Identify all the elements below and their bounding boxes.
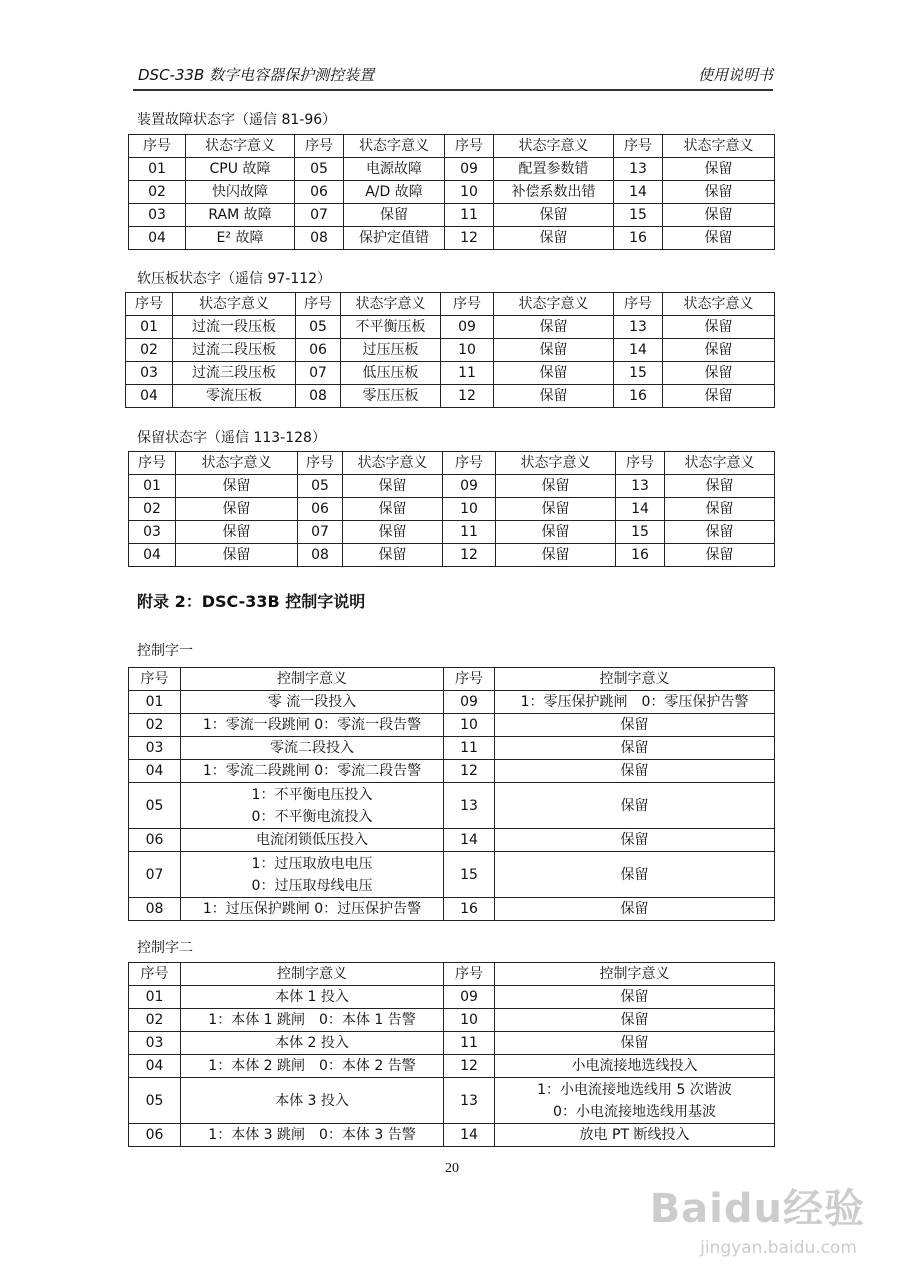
table-row [129, 181, 775, 204]
meaning-cell: 状态字意义 [173, 293, 296, 316]
meaning-cell: 补偿系数出错 [494, 181, 614, 204]
index-cell: 序号 [443, 452, 496, 475]
table-header-row [129, 135, 775, 158]
meaning-cell: RAM 故障 [186, 204, 295, 227]
index-cell: 13 [614, 158, 663, 181]
meaning-cell: 保留 [663, 181, 775, 204]
meaning-cell: 保留 [663, 316, 775, 339]
meaning-cell: 保护定值错 [344, 227, 445, 250]
meaning-cell: 保留 [663, 385, 775, 408]
meaning-cell: 1：本体 2 跳闸 0：本体 2 告警 [181, 1055, 444, 1078]
index-cell: 16 [616, 544, 665, 567]
index-cell: 08 [298, 544, 343, 567]
index-cell: 06 [298, 498, 343, 521]
index-cell: 序号 [129, 135, 186, 158]
meaning-cell: 1：小电流接地选线用 5 次谐波 0：小电流接地选线用基波 [495, 1078, 775, 1124]
index-cell: 01 [126, 316, 173, 339]
meaning-cell: 保留 [496, 544, 616, 567]
meaning-cell: 保留 [663, 204, 775, 227]
index-cell: 14 [616, 498, 665, 521]
index-cell: 12 [445, 227, 494, 250]
index-cell: 11 [445, 204, 494, 227]
ctrl1-caption: 控制字一 [137, 643, 193, 659]
table-row [129, 204, 775, 227]
index-cell: 07 [298, 521, 343, 544]
meaning-cell: 状态字意义 [344, 135, 445, 158]
index-cell: 序号 [616, 452, 665, 475]
meaning-cell: 保留 [495, 986, 775, 1009]
index-cell: 序号 [614, 135, 663, 158]
index-cell: 07 [129, 852, 181, 898]
index-cell: 序号 [126, 293, 173, 316]
meaning-cell: 状态字意义 [494, 135, 614, 158]
table-row [129, 737, 775, 760]
index-cell: 04 [129, 544, 176, 567]
index-cell: 05 [295, 158, 344, 181]
meaning-cell: 放电 PT 断线投入 [495, 1124, 775, 1147]
meaning-cell: 保留 [343, 498, 443, 521]
ctrl2-caption: 控制字二 [137, 940, 193, 956]
index-cell: 02 [129, 1009, 181, 1032]
index-cell: 12 [444, 1055, 495, 1078]
meaning-cell: 电流闭锁低压投入 [181, 829, 444, 852]
fault-status-table [128, 134, 775, 250]
index-cell: 16 [614, 385, 663, 408]
index-cell: 16 [444, 898, 495, 921]
meaning-cell: 状态字意义 [494, 293, 614, 316]
index-cell: 02 [129, 714, 181, 737]
meaning-cell: 状态字意义 [665, 452, 775, 475]
meaning-cell: 保留 [495, 898, 775, 921]
meaning-cell: 保留 [495, 1009, 775, 1032]
index-cell: 15 [616, 521, 665, 544]
meaning-cell: 保留 [176, 475, 298, 498]
table-row [129, 1032, 775, 1055]
index-cell: 12 [444, 760, 495, 783]
index-cell: 序号 [614, 293, 663, 316]
index-cell: 10 [441, 339, 494, 362]
meaning-cell: 过流三段压板 [173, 362, 296, 385]
index-cell: 06 [296, 339, 341, 362]
meaning-cell: 快闪故障 [186, 181, 295, 204]
meaning-cell: 控制字意义 [495, 963, 775, 986]
meaning-cell: 保留 [663, 227, 775, 250]
table-row [129, 1055, 775, 1078]
index-cell: 04 [129, 1055, 181, 1078]
meaning-cell: 电源故障 [344, 158, 445, 181]
meaning-cell: 控制字意义 [495, 668, 775, 691]
meaning-cell: 保留 [663, 158, 775, 181]
table-header-row [129, 963, 775, 986]
meaning-cell: 1：零流二段跳闸 0：零流二段告警 [181, 760, 444, 783]
index-cell: 01 [129, 986, 181, 1009]
meaning-cell: CPU 故障 [186, 158, 295, 181]
meaning-cell: 保留 [494, 385, 614, 408]
meaning-cell: 状态字意义 [496, 452, 616, 475]
index-cell: 序号 [298, 452, 343, 475]
index-cell: 14 [614, 339, 663, 362]
fault-table-caption: 装置故障状态字（遥信 81-96） [137, 112, 337, 128]
index-cell: 06 [129, 829, 181, 852]
meaning-cell: 保留 [663, 339, 775, 362]
index-cell: 03 [129, 204, 186, 227]
meaning-cell: 保留 [495, 1032, 775, 1055]
page-number: 20 [445, 1161, 459, 1176]
index-cell: 15 [614, 204, 663, 227]
softplate-table-caption: 软压板状态字（遥信 97-112） [137, 271, 332, 287]
control-word-1-table [128, 667, 775, 921]
index-cell: 09 [444, 691, 495, 714]
meaning-cell: 保留 [176, 544, 298, 567]
meaning-cell: 零流压板 [173, 385, 296, 408]
index-cell: 序号 [444, 963, 495, 986]
meaning-cell: 保留 [495, 737, 775, 760]
meaning-cell: 保留 [494, 316, 614, 339]
meaning-cell: 过压压板 [341, 339, 441, 362]
meaning-cell: 保留 [495, 852, 775, 898]
index-cell: 14 [614, 181, 663, 204]
index-cell: 序号 [129, 963, 181, 986]
table-row [129, 498, 775, 521]
index-cell: 07 [296, 362, 341, 385]
index-cell: 04 [129, 760, 181, 783]
meaning-cell: 1：零压保护跳闸 0：零压保护告警 [495, 691, 775, 714]
table-row [129, 1078, 775, 1124]
index-cell: 11 [444, 1032, 495, 1055]
table-row [129, 783, 775, 829]
index-cell: 09 [441, 316, 494, 339]
meaning-cell: 保留 [665, 498, 775, 521]
meaning-cell: 本体 3 投入 [181, 1078, 444, 1124]
meaning-cell: 保留 [343, 521, 443, 544]
meaning-cell: 过流二段压板 [173, 339, 296, 362]
baidu-watermark-logo: Baidu经验 [649, 1186, 865, 1232]
table-header-row [126, 293, 775, 316]
meaning-cell: 小电流接地选线投入 [495, 1055, 775, 1078]
index-cell: 04 [126, 385, 173, 408]
index-cell: 03 [129, 1032, 181, 1055]
index-cell: 05 [129, 1078, 181, 1124]
meaning-cell: 状态字意义 [663, 293, 775, 316]
index-cell: 06 [295, 181, 344, 204]
meaning-cell: 1：不平衡电压投入 0：不平衡电流投入 [181, 783, 444, 829]
meaning-cell: 过流一段压板 [173, 316, 296, 339]
index-cell: 09 [443, 475, 496, 498]
meaning-cell: 1：过压取放电电压 0：过压取母线电压 [181, 852, 444, 898]
index-cell: 13 [614, 316, 663, 339]
meaning-cell: 保留 [494, 339, 614, 362]
meaning-cell: 保留 [176, 498, 298, 521]
table-row [129, 714, 775, 737]
index-cell: 03 [129, 737, 181, 760]
index-cell: 05 [298, 475, 343, 498]
index-cell: 14 [444, 829, 495, 852]
index-cell: 02 [126, 339, 173, 362]
meaning-cell: 保留 [343, 544, 443, 567]
table-row [129, 760, 775, 783]
meaning-cell: 保留 [665, 475, 775, 498]
meaning-cell: 保留 [343, 475, 443, 498]
index-cell: 10 [443, 498, 496, 521]
table-row [129, 1009, 775, 1032]
meaning-cell: 保留 [344, 204, 445, 227]
index-cell: 15 [614, 362, 663, 385]
meaning-cell: E² 故障 [186, 227, 295, 250]
table-header-row [129, 668, 775, 691]
index-cell: 12 [441, 385, 494, 408]
index-cell: 16 [614, 227, 663, 250]
meaning-cell: 1：本体 3 跳闸 0：本体 3 告警 [181, 1124, 444, 1147]
meaning-cell: 保留 [495, 783, 775, 829]
meaning-cell: A/D 故障 [344, 181, 445, 204]
index-cell: 11 [441, 362, 494, 385]
table-row [129, 829, 775, 852]
table-row [126, 362, 775, 385]
meaning-cell: 保留 [665, 544, 775, 567]
softplate-status-table [125, 292, 775, 408]
table-row [129, 475, 775, 498]
meaning-cell: 保留 [496, 498, 616, 521]
table-row [129, 852, 775, 898]
index-cell: 04 [129, 227, 186, 250]
meaning-cell: 1：零流一段跳闸 0：零流一段告警 [181, 714, 444, 737]
index-cell: 序号 [445, 135, 494, 158]
index-cell: 09 [445, 158, 494, 181]
table-row [129, 227, 775, 250]
header-rule [133, 89, 773, 91]
index-cell: 11 [443, 521, 496, 544]
meaning-cell: 零流二段投入 [181, 737, 444, 760]
table-header-row [129, 452, 775, 475]
index-cell: 13 [444, 1078, 495, 1124]
index-cell: 13 [616, 475, 665, 498]
index-cell: 05 [296, 316, 341, 339]
meaning-cell: 控制字意义 [181, 963, 444, 986]
meaning-cell: 配置参数错 [494, 158, 614, 181]
meaning-cell: 状态字意义 [343, 452, 443, 475]
meaning-cell: 状态字意义 [186, 135, 295, 158]
table-row [129, 521, 775, 544]
meaning-cell: 保留 [494, 362, 614, 385]
table-row [129, 158, 775, 181]
meaning-cell: 保留 [495, 760, 775, 783]
meaning-cell: 状态字意义 [663, 135, 775, 158]
table-row [129, 1124, 775, 1147]
meaning-cell: 不平衡压板 [341, 316, 441, 339]
index-cell: 序号 [295, 135, 344, 158]
index-cell: 06 [129, 1124, 181, 1147]
meaning-cell: 保留 [494, 204, 614, 227]
meaning-cell: 零 流一段投入 [181, 691, 444, 714]
table-row [126, 316, 775, 339]
meaning-cell: 低压压板 [341, 362, 441, 385]
meaning-cell: 本体 1 投入 [181, 986, 444, 1009]
index-cell: 02 [129, 181, 186, 204]
appendix-heading: 附录 2：DSC-33B 控制字说明 [137, 592, 366, 611]
meaning-cell: 保留 [495, 714, 775, 737]
meaning-cell: 状态字意义 [341, 293, 441, 316]
index-cell: 08 [296, 385, 341, 408]
index-cell: 10 [444, 714, 495, 737]
meaning-cell: 1：本体 1 跳闸 0：本体 1 告警 [181, 1009, 444, 1032]
baidu-watermark-url: jingyan.baidu.com [700, 1238, 857, 1258]
reserved-status-table [128, 451, 775, 567]
index-cell: 序号 [444, 668, 495, 691]
index-cell: 07 [295, 204, 344, 227]
meaning-cell: 保留 [176, 521, 298, 544]
meaning-cell: 状态字意义 [176, 452, 298, 475]
meaning-cell: 本体 2 投入 [181, 1032, 444, 1055]
document-type: 使用说明书 [697, 66, 773, 84]
index-cell: 14 [444, 1124, 495, 1147]
index-cell: 12 [443, 544, 496, 567]
index-cell: 01 [129, 691, 181, 714]
index-cell: 序号 [441, 293, 494, 316]
index-cell: 序号 [296, 293, 341, 316]
meaning-cell: 1：过压保护跳闸 0：过压保护告警 [181, 898, 444, 921]
table-row [129, 544, 775, 567]
index-cell: 11 [444, 737, 495, 760]
meaning-cell: 零压压板 [341, 385, 441, 408]
meaning-cell: 控制字意义 [181, 668, 444, 691]
index-cell: 02 [129, 498, 176, 521]
meaning-cell: 保留 [665, 521, 775, 544]
index-cell: 13 [444, 783, 495, 829]
index-cell: 15 [444, 852, 495, 898]
table-row [129, 691, 775, 714]
index-cell: 01 [129, 158, 186, 181]
document-title: DSC-33B 数字电容器保护测控装置 [138, 66, 375, 84]
index-cell: 08 [129, 898, 181, 921]
meaning-cell: 保留 [495, 829, 775, 852]
index-cell: 09 [444, 986, 495, 1009]
index-cell: 10 [444, 1009, 495, 1032]
meaning-cell: 保留 [494, 227, 614, 250]
index-cell: 01 [129, 475, 176, 498]
index-cell: 03 [126, 362, 173, 385]
table-row [129, 898, 775, 921]
index-cell: 03 [129, 521, 176, 544]
meaning-cell: 保留 [496, 475, 616, 498]
meaning-cell: 保留 [496, 521, 616, 544]
table-row [126, 385, 775, 408]
index-cell: 10 [445, 181, 494, 204]
index-cell: 序号 [129, 668, 181, 691]
table-row [126, 339, 775, 362]
index-cell: 05 [129, 783, 181, 829]
index-cell: 08 [295, 227, 344, 250]
reserved-table-caption: 保留状态字（遥信 113-128） [137, 430, 326, 446]
index-cell: 序号 [129, 452, 176, 475]
meaning-cell: 保留 [663, 362, 775, 385]
control-word-2-table [128, 962, 775, 1147]
table-row [129, 986, 775, 1009]
